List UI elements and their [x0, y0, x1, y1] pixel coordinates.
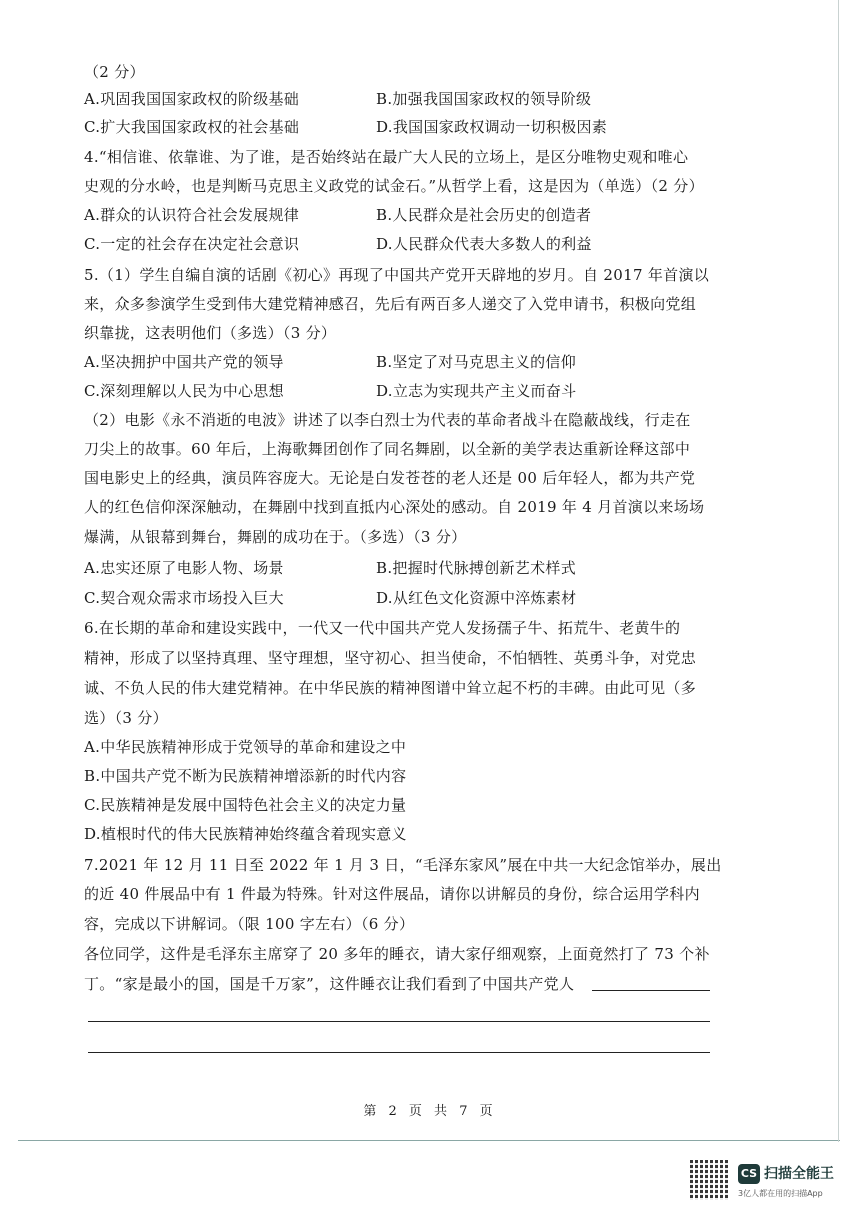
- q5-1-option-a: A.坚决拥护中国共产党的领导: [84, 353, 284, 371]
- answer-blank-line-2[interactable]: [88, 1052, 710, 1053]
- q3-option-a: A.巩固我国国家政权的阶级基础: [84, 90, 300, 108]
- q6-option-a: A.中华民族精神形成于党领导的革命和建设之中: [84, 738, 407, 756]
- q5-2-option-a: A.忠实还原了电影人物、场景: [84, 559, 284, 577]
- q5-1-stem-line3: 织靠拢，这表明他们（多选）（3 分）: [84, 324, 337, 342]
- q4-option-a: A.群众的认识符合社会发展规律: [84, 206, 300, 224]
- q6-stem-line4: 选）（3 分）: [84, 709, 168, 727]
- q5-1-stem-line1: 5.（1）学生自编自演的话剧《初心》再现了中国共产党开天辟地的岁月。自 2017 年首演以: [84, 266, 710, 284]
- q7-prompt-line2: 丁。“家是最小的国，国是千万家”，这件睡衣让我们看到了中国共产党人: [84, 975, 575, 993]
- scanner-tagline: 3亿人都在用的扫描App: [738, 1189, 823, 1198]
- q5-1-option-b: B.坚定了对马克思主义的信仰: [376, 353, 576, 371]
- q3-option-c: C.扩大我国国家政权的社会基础: [84, 118, 300, 136]
- q4-option-b: B.人民群众是社会历史的创造者: [376, 206, 592, 224]
- q5-2-option-c: C.契合观众需求市场投入巨大: [84, 589, 284, 607]
- q6-option-c: C.民族精神是发展中国特色社会主义的决定力量: [84, 796, 407, 814]
- q3-score: （2 分）: [84, 63, 145, 81]
- answer-blank-inline[interactable]: [592, 990, 710, 991]
- q6-option-b: B.中国共产党不断为民族精神增添新的时代内容: [84, 767, 407, 785]
- q6-option-d: D.植根时代的伟大民族精神始终蕴含着现实意义: [84, 825, 407, 843]
- q7-prompt-line1: 各位同学，这件是毛泽东主席穿了 20 多年的睡衣，请大家仔细观察，上面竟然打了 73 个补: [84, 945, 710, 963]
- q7-stem-line2: 的近 40 件展品中有 1 件最为特殊。针对这件展品，请你以讲解员的身份，综合运用学科内: [84, 885, 700, 903]
- answer-blank-line-1[interactable]: [88, 1021, 710, 1022]
- q4-stem-line1: 4.“相信谁、依靠谁、为了谁，是否始终站在最广大人民的立场上，是区分唯物史观和唯心: [84, 148, 689, 166]
- q4-stem-line2: 史观的分水岭，也是判断马克思主义政党的试金石。”从哲学上看，这是因为（单选）（2 分）: [84, 177, 704, 195]
- scanner-app-name: 扫描全能王: [764, 1166, 834, 1182]
- q5-2-stem-line2: 刀尖上的故事。60 年后，上海歌舞团创作了同名舞剧，以全新的美学表达重新诠释这部中: [84, 440, 691, 458]
- q4-option-c: C.一定的社会存在决定社会意识: [84, 235, 300, 253]
- q6-stem-line1: 6.在长期的革命和建设实践中，一代又一代中国共产党人发扬孺子牛、拓荒牛、老黄牛的: [84, 619, 681, 637]
- q5-2-stem-line5: 爆满，从银幕到舞台，舞剧的成功在于。（多选）（3 分）: [84, 528, 467, 546]
- q5-2-option-d: D.从红色文化资源中淬炼素材: [376, 589, 577, 607]
- q5-2-option-b: B.把握时代脉搏创新艺术样式: [376, 559, 576, 577]
- q3-option-b: B.加强我国国家政权的领导阶级: [376, 90, 592, 108]
- q7-stem-line1: 7.2021 年 12 月 11 日至 2022 年 1 月 3 日，“毛泽东家风”展在中共一大纪念馆举办，展出: [84, 856, 722, 874]
- q5-2-stem-line3: 国电影史上的经典，演员阵容庞大。无论是白发苍苍的老人还是 00 后年轻人，都为共产党: [84, 469, 696, 487]
- q5-1-option-d: D.立志为实现共产主义而奋斗: [376, 382, 577, 400]
- q6-stem-line2: 精神，形成了以坚持真理、坚守理想，坚守初心、担当使命，不怕牺牲、英勇斗争，对党忠: [84, 649, 697, 667]
- page-right-edge: [838, 0, 839, 1142]
- page-bottom-edge: [18, 1140, 840, 1141]
- scanner-watermark: [690, 1160, 855, 1202]
- camscanner-logo-icon: CS: [738, 1164, 760, 1184]
- q4-option-d: D.人民群众代表大多数人的利益: [376, 235, 592, 253]
- q6-stem-line3: 诚、不负人民的伟大建党精神。在中华民族的精神图谱中耸立起不朽的丰碑。由此可见（多: [84, 679, 697, 697]
- qr-code-icon: [690, 1160, 730, 1200]
- q5-2-stem-line1: （2）电影《永不消逝的电波》讲述了以李白烈士为代表的革命者战斗在隐蔽战线，行走在: [84, 411, 691, 429]
- q5-1-stem-line2: 来，众多参演学生受到伟大建党精神感召，先后有两百多人递交了入党申请书，积极向党组: [84, 295, 697, 313]
- page-footer: 第 2 页 共 7 页: [363, 1104, 497, 1119]
- q3-option-d: D.我国国家政权调动一切积极因素: [376, 118, 608, 136]
- q7-stem-line3: 容，完成以下讲解词。（限 100 字左右）（6 分）: [84, 915, 415, 933]
- q5-1-option-c: C.深刻理解以人民为中心思想: [84, 382, 284, 400]
- q5-2-stem-line4: 人的红色信仰深深触动，在舞剧中找到直抵内心深处的感动。自 2019 年 4 月首演以来场场: [84, 498, 705, 516]
